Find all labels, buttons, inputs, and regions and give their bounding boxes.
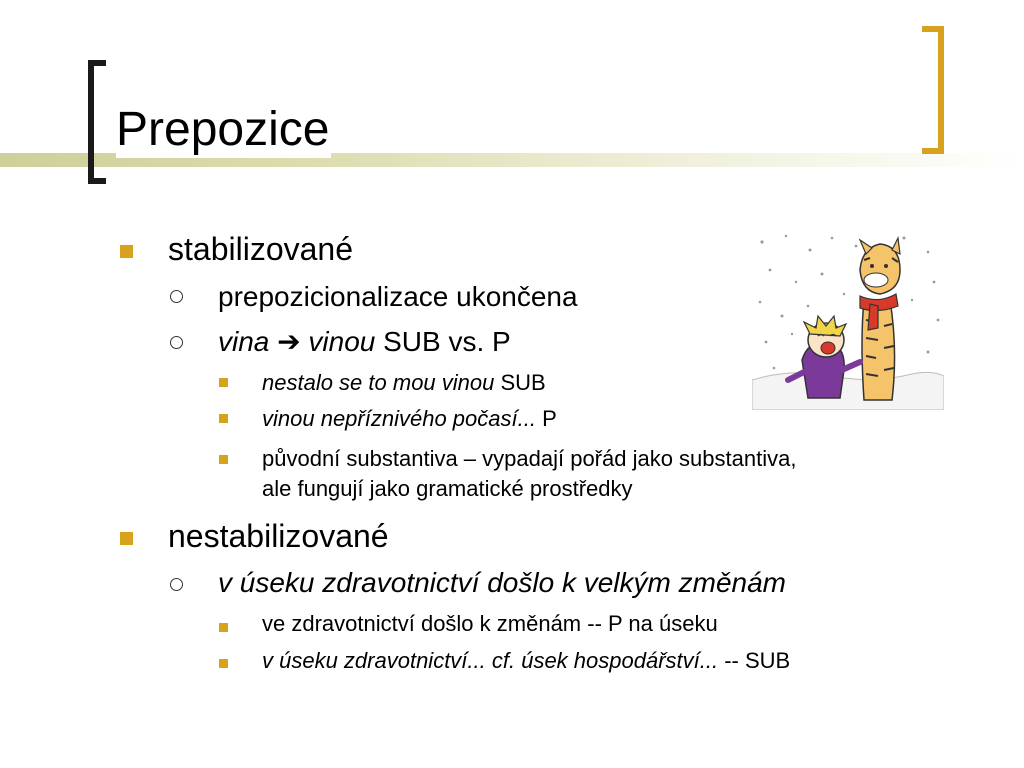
right-bracket-decoration [922, 26, 944, 154]
bullet-small-square-icon [219, 414, 228, 423]
bullet-square-icon [120, 245, 133, 258]
arrow-right-icon: ➔ [277, 326, 301, 357]
cartoon-kids-in-snow-picture [752, 230, 944, 410]
bullet-nestabilizovane: nestabilizované [168, 518, 389, 554]
bullet-square-icon [120, 532, 133, 545]
bullet-small-square-icon [219, 623, 228, 632]
text-sub: SUB [494, 370, 546, 395]
bullet-nestalo [262, 368, 546, 398]
left-bracket-decoration [88, 60, 106, 184]
bullet-circle-icon [170, 290, 183, 303]
bullet-small-square-icon [219, 659, 228, 668]
bullet-vina-vinou [218, 326, 511, 358]
bullet-stabilizovane: stabilizované [168, 231, 353, 267]
text-sub-vs-p: SUB vs. P [375, 326, 511, 357]
text-nestalo: nestalo se to mou vinou [262, 370, 495, 395]
bullet-v-useku-cf [262, 646, 790, 676]
bullet-vinou-nepriznive [262, 404, 557, 434]
bullet-puvodni-line2: ale fungují jako gramatické prostředky [262, 476, 633, 501]
text-v-useku-cf: v úseku zdravotnictví... cf. úsek hospodářství... [262, 648, 719, 673]
text-p: P [535, 406, 557, 431]
text-vina: vina [218, 326, 270, 357]
bullet-prepozicionalizace: prepozicionalizace ukončena [218, 281, 578, 312]
bullet-small-square-icon [219, 455, 228, 464]
bullet-v-useku: v úseku zdravotnictví došlo k velkým změnám [218, 567, 786, 598]
bullet-small-square-icon [219, 378, 228, 387]
bullet-puvodni-line1: původní substantiva – vypadají pořád jako substantiva, [262, 446, 797, 471]
slide-title: Prepozice [116, 103, 330, 156]
text-vinou-nepriznive: vinou nepříznivého počasí... [262, 406, 536, 431]
text-sub: -- SUB [718, 648, 791, 673]
bullet-ve-zdravotnictvi: ve zdravotnictví došlo k změnám -- P na úseku [262, 611, 718, 636]
bullet-circle-icon [170, 578, 183, 591]
bullet-circle-icon [170, 336, 183, 349]
text-vinou: vinou [308, 326, 376, 357]
